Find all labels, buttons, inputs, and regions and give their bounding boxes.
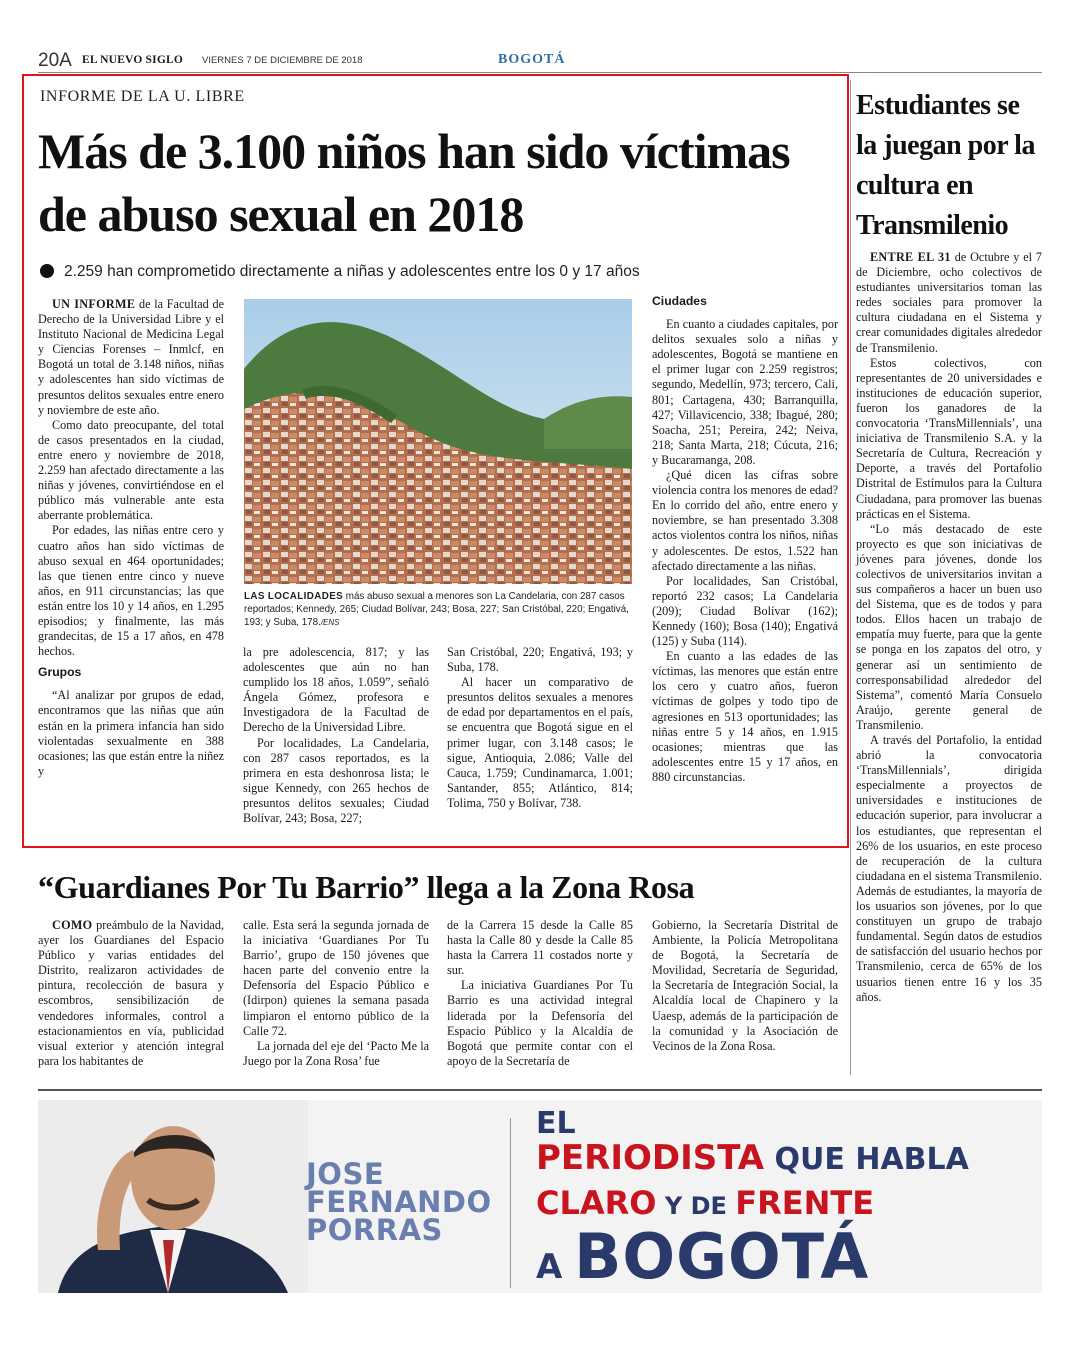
photo-caption: LAS LOCALIDADES más abuso sexual a menores son La Candelaria, con 287 casos reportados; Kennedy, 265; Ciudad Bolívar, 243; Bosa, 227; San Cristóbal, 220; Engativá, 193; y Suba, 178./ENS <box>244 591 629 628</box>
photo-credit: /ENS <box>320 618 340 627</box>
paragraph: UN INFORME de la Facultad de Derecho de la Universidad Libre y el Instituto Nacional de Medicina Legal y Ciencias Forenses – Inmlcf, en Bogotá un total de 3.148 niños, niñas y adolescentes han sido víctimas de presuntos delitos sexuales entre enero y noviembre de este año. <box>38 297 224 417</box>
lead-in: UN INFORME <box>52 297 136 311</box>
paragraph: Al hacer un comparativo de presuntos delitos sexuales a menores de edad por departamentos en el país, se encuentra que Bogotá sigue en el primer lugar, con 3.148 casos; le sigue, Antioquia, 2.086; Valle del Cauca, 1.759; Cundinamarca, 1.001; Santander, 855; Atlántico, 814; Tolima, 750 y Bolívar, 738. <box>447 675 633 810</box>
ad-slogan-line-2: PERIODISTA QUE HABLA <box>536 1138 969 1178</box>
sidebar-column <box>856 250 1042 1005</box>
portrait-photo <box>38 1100 308 1293</box>
bullet-icon <box>40 264 54 278</box>
main-column-3 <box>447 645 633 811</box>
publication-name: EL NUEVO SIGLO <box>82 54 183 66</box>
second-column-2 <box>243 918 429 1069</box>
paragraph: Gobierno, la Secretaría Distrital de Ambiente, la Policía Metropolitana de Bogotá, la Secretaría de Movilidad, Secretaría de Seguridad, la Secretaría de Integración Social, la Alcaldía local de Chapinero y la Uaesp, además de la participación de la comunidad y la Asociación de Vecinos de la Zona Rosa. <box>652 918 838 1053</box>
advertisement-banner <box>38 1100 1042 1293</box>
ad-slogan-line-4: A BOGOTÁ <box>536 1220 870 1293</box>
sidebar-headline: Estudiantes se la juegan por la cultura en Transmilenio <box>856 90 1035 241</box>
second-story-headline: “Guardianes Por Tu Barrio” llega a la Zona Rosa <box>38 869 695 905</box>
lead-in: ENTRE EL 31 <box>870 250 951 264</box>
paragraph: ENTRE EL 31 de Octubre y el 7 de Diciembre, ocho colectivos de estudiantes universitarios toman las redes sociales para promover la cultura ciudadana en el Sistema y crear comunidades digitales alrededor de Transmilenio. <box>856 250 1043 355</box>
ad-divider-line <box>510 1118 511 1288</box>
hillside-houses-image <box>244 299 632 584</box>
story-headline: Más de 3.100 niños han sido víctimas de abuso sexual en 2018 <box>38 123 790 242</box>
paragraph: calle. Esta será la segunda jornada de la iniciativa ‘Guardianes Por Tu Barrio’, grupo de 150 jóvenes que hacen parte del convenio entre la Defensoría del Espacio Público e (Idirpon) quienes la semana pasada limpiaron el entorno público de la Calle 72. <box>243 918 429 1038</box>
paragraph: La jornada del eje del ‘Pacto Me la Juego por la Zona Rosa’ fue <box>243 1038 429 1068</box>
story-subheadline <box>40 263 820 281</box>
paragraph: “Lo más destacado de este proyecto es que son iniciativas de jóvenes para jóvenes, donde los colectivos de universitarios invitan a sus compañeros a hacer un buen uso del Sistema, que es de todos y para todos. Ellos hacen un trabajo de empatía muy fuerte, para que la gente se ponga en los zapatos del otro, y generar así un sentimiento de corresponsabilidad alrededor del Sistema”, comentó María Consuelo Araújo, gerente general de Transmilenio. <box>856 521 1042 732</box>
paragraph: “Al analizar por grupos de edad, encontramos que las niñas que aún están en la primera infancia han sido violentadas sexualmente en 388 ocasiones; las que están entre la niñez y <box>38 688 224 778</box>
ad-divider <box>38 1089 1042 1091</box>
paragraph: Como dato preocupante, del total de casos presentados en la ciudad, entre enero y noviembre de 2018, 2.259 han afectado directamente a las niñas y jóvenes, convirtiéndose en el público más vulnerable ante esta aberrante problemática. <box>38 417 224 523</box>
main-column-4 <box>652 294 838 785</box>
second-column-1 <box>38 918 224 1069</box>
paragraph: En cuanto a las edades de las víctimas, las menores que están entre los cero y cuatro años, fueron víctimas de golpes y todo tipo de agresiones en 513 oportunidades; las niñas entre 5 y 14 años, en 1.915 ocasiones; mientras que las adolescentes entre 15 y 17 años, en 880 circunstancias. <box>652 649 838 784</box>
paragraph: En cuanto a ciudades capitales, por delitos sexuales solo a niñas y adolescentes, Bogotá se mantiene en el primer lugar con 2.259 registros; segundo, Medellín, 973; tercero, Cali, 801; Cartagena, 430; Barranquilla, 427; Villavicencio, 338; Ibagué, 280; Soacha, 251; Pereira, 242; Neiva, 218; Santa Marta, 218; Cúcuta, 216; y Bucaramanga, 208. <box>652 317 838 467</box>
lead-in: COMO <box>52 918 93 932</box>
main-column-2 <box>243 645 429 826</box>
page-header <box>38 50 1042 72</box>
paragraph: Estos colectivos, con representantes de 20 universidades e instituciones de educación superior, fueron los ganadores de la convocatoria ‘TransMillennials’, una iniciativa de Transmilenio S.A. y la Secretaría de Cultura, Recreación y Deporte, a través del Portafolio Distrital de Estímulos para la Cultura Ciudadana, para promover las buenas prácticas en el Sistema. <box>856 355 1042 521</box>
paragraph: San Cristóbal, 220; Engativá, 193; y Suba, 178. <box>447 645 633 675</box>
publication-date: VIERNES 7 DE DICIEMBRE DE 2018 <box>202 55 363 66</box>
ad-slogan-line-1: EL <box>536 1106 576 1141</box>
paragraph: ¿Qué dicen las cifras sobre violencia contra los menores de edad? En lo corrido del año, entre enero y noviembre, se han presentado 3.308 actos violentos contra los niños, niñas y adolescentes. De estos, 1.522 han afectado directamente a las niñas. <box>652 468 838 573</box>
paragraph: Por localidades, La Candelaria, con 287 casos reportados, es la primera en esta deshonrosa lista; le sigue Kennedy, con 265 hechos de presuntos delitos sexuales; Ciudad Bolívar, 243; Bosa, 227; <box>243 735 429 826</box>
main-column-1 <box>38 297 224 779</box>
photo-neighborhood <box>244 299 632 584</box>
caption-label: LAS LOCALIDADES <box>244 591 344 602</box>
paragraph: A través del Portafolio, la entidad abrió la convocatoria ‘TransMillennials’, dirigida especialmente a proyectos de universidades e instituciones de educación superior, para involucrar a los estudiantes, que representan el 26% de los usuarios, en este proceso de recuperación de la cultura ciudadana en el sistema Transmilenio. Además de estudiantes, la mayoría de los usuarios son jóvenes, por lo que constituyen un grupo de trabajo fundamental. Según datos de estudios de satisfacción del usuario hechos por Transmilenio, cerca de 65% de los usuarios tienen entre 16 y los 35 años. <box>856 733 1042 1004</box>
subhead-ciudades: Ciudades <box>652 294 707 308</box>
paragraph: Por localidades, San Cristóbal, reportó 232 casos; La Candelaria (209); Ciudad Bolívar (162); Kennedy (160); Bosa (140); Engativá (125) y Suba (114). <box>652 573 838 649</box>
header-divider <box>38 72 1042 73</box>
subhead-grupos: Grupos <box>38 665 82 680</box>
ad-candidate-name: JOSE FERNANDO PORRAS <box>306 1157 492 1247</box>
paragraph: Por edades, las niñas entre cero y cuatro años han sido víctimas de abuso sexual en 464 oportunidades; las que tienen entre cinco y nueve años, en 911 circunstancias; las que están entre los 10 y 14 años, en 1.295 episodios; y finalmente, las más grandecitas, de 15 a 17 años, en 478 hechos. <box>38 523 224 659</box>
second-column-3 <box>447 918 633 1069</box>
story-kicker: INFORME DE LA U. LIBRE <box>40 88 245 105</box>
subheadline-text: 2.259 han comprometido directamente a niñas y adolescentes entre los 0 y 17 años <box>64 263 640 280</box>
ad-slogan-line-3: CLARO Y DE FRENTE <box>536 1184 875 1222</box>
page-number: 20A <box>38 50 72 71</box>
paragraph: COMO preámbulo de la Navidad, ayer los Guardianes del Espacio Público y varias entidades del Distrito, realizaron actividades de pintura, recolección de basura y escombros, sensibilización de vendedores informales, control a estacionamientos en vía, publicidad visual exterior y atención integral para los habitantes de <box>38 918 224 1068</box>
paragraph: La iniciativa Guardianes Por Tu Barrio es una actividad integral liderada por la Defensoría del Espacio Público y la Alcaldía de Bogotá que permite contar con el apoyo de la Secretaría de <box>447 978 633 1068</box>
second-column-4 <box>652 918 838 1054</box>
section-label: BOGOTÁ <box>498 52 566 67</box>
paragraph: la pre adolescencia, 817; y las adolescentes que aún no han cumplido los 18 años, 1.059”, señaló Ángela Gómez, profesora e Investigadora de la Facultad de Derecho de la Universidad Libre. <box>243 645 429 735</box>
sidebar-divider <box>850 80 851 1075</box>
paragraph: de la Carrera 15 desde la Calle 85 hasta la Calle 80 y desde la Calle 85 hasta la Carrera 11 costados norte y sur. <box>447 918 633 978</box>
